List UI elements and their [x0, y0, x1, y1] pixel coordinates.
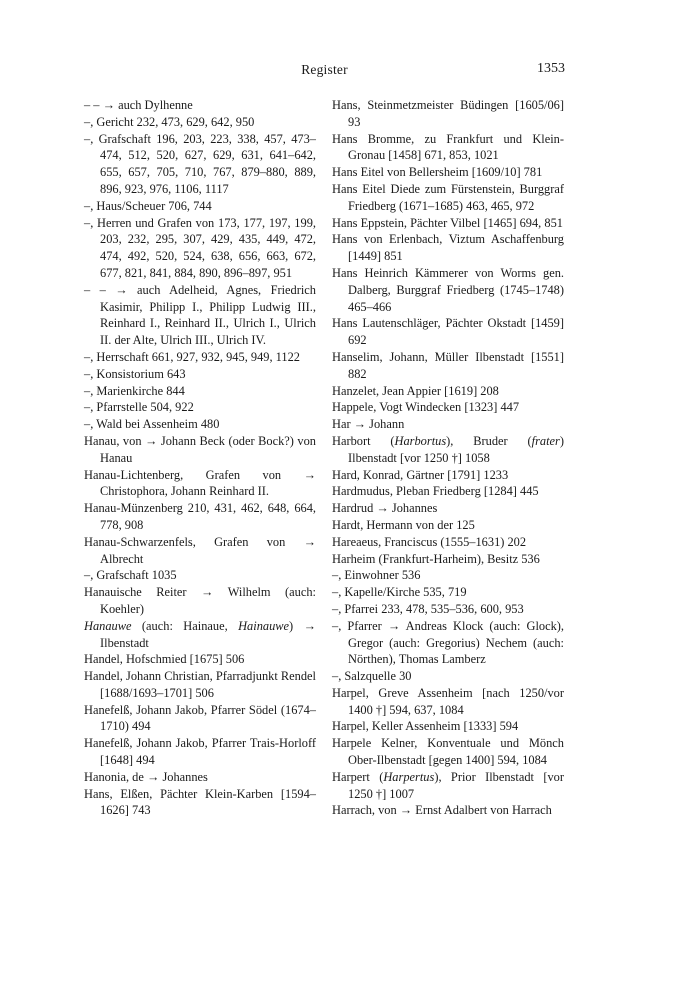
- index-entry: Harheim (Frankfurt-Harheim), Besitz 536: [332, 551, 540, 566]
- index-entry: Hanefelß, Johann Jakob, Pfarrer Södel (1674–1710) 494: [84, 702, 316, 734]
- index-entry: Hans, Steinmetzmeister Büdingen [1605/06] 93: [332, 98, 564, 129]
- index-entry: Harpert (Harpertus), Prior Ilbenstadt [vor 1250 †] 1007: [332, 769, 564, 801]
- index-entry: Harpele Kelner, Konventuale und Mönch Ober-Ilbenstadt [gegen 1400] 594, 1084: [332, 736, 564, 768]
- index-entry: Hans Eppstein, Pächter Vilbel [1465] 694, 851: [332, 215, 563, 230]
- index-entry: Hans Heinrich Kämmerer von Worms gen. Dalberg, Burggraf Friedberg (1745–1748) 465–466: [332, 265, 564, 314]
- index-entry: Harpel, Keller Assenheim [1333] 594: [332, 719, 519, 734]
- index-entry: Hanefelß, Johann Jakob, Pfarrer Trais-Horloff [1648] 494: [84, 736, 316, 768]
- index-entry: –, Kapelle/Kirche 535, 719: [332, 585, 467, 600]
- index-entry: – – → auch Dylhenne: [84, 98, 193, 112]
- index-entry: –, Wald bei Assenheim 480: [84, 417, 220, 432]
- index-entry: Hans von Erlenbach, Viztum Aschaffenburg [1449] 851: [332, 232, 564, 264]
- index-entry: Hanau, von → Johann Beck (oder Bock?) von Hanau: [84, 433, 316, 465]
- index-entry: –, Einwohner 536: [332, 568, 421, 583]
- index-entry: –, Herrschaft 661, 927, 932, 945, 949, 1122: [84, 349, 301, 364]
- index-entry: Hanau-Münzenberg 210, 431, 462, 648, 664, 778, 908: [84, 501, 316, 532]
- index-entry: Handel, Johann Christian, Pfarradjunkt Rendel [1688/1693–1701] 506: [84, 669, 316, 700]
- index-column-left: [84, 97, 316, 819]
- index-entry: Harbort (Harbortus), Bruder (frater) Ilbenstadt [vor 1250 †] 1058: [332, 433, 564, 465]
- index-entry: Hard, Konrad, Gärtner [1791] 1233: [332, 467, 509, 482]
- index-entry: Hans Bromme, zu Frankfurt und Klein-Gronau [1458] 671, 853, 1021: [332, 131, 564, 163]
- index-entry: –, Salzquelle 30: [332, 669, 412, 684]
- index-entry: –, Pfarrei 233, 478, 535–536, 600, 953: [332, 601, 524, 616]
- index-entry: –, Grafschaft 196, 203, 223, 338, 457, 473–474, 512, 520, 627, 629, 631, 641–642, 655, 657, 705, 710, 767, 879–880, 889, 896, 923, 976, 1106, 1117: [84, 131, 316, 196]
- index-entry: – – → auch Adelheid, Agnes, Friedrich Kasimir, Philipp I., Philipp Ludwig III., Reinhard I., Reinhard II., Ulrich I., Ulrich II. der Alte, Ulrich III., Ulrich IV.: [84, 282, 316, 348]
- index-entry: Happele, Vogt Windecken [1323] 447: [332, 400, 520, 415]
- page-number: 1353: [537, 61, 565, 76]
- index-entry: Hanauwe (auch: Hainaue, Hainauwe) → Ilbenstadt: [84, 618, 316, 650]
- index-column-right: [332, 97, 564, 819]
- index-entry: –, Herren und Grafen von 173, 177, 197, 199, 203, 232, 295, 307, 429, 435, 449, 472, 474, 492, 520, 524, 638, 656, 663, 672, 677, 821, 841, 884, 890, 896–897, 951: [84, 215, 316, 280]
- index-entry: Hanau-Schwarzenfels, Grafen von → Albrecht: [84, 534, 316, 566]
- index-entry: Handel, Hofschmied [1675] 506: [84, 652, 245, 667]
- index-entry: Hanzelet, Jean Appier [1619] 208: [332, 383, 499, 398]
- index-entry: Hardt, Hermann von der 125: [332, 517, 475, 532]
- index-entry: –, Haus/Scheuer 706, 744: [84, 198, 212, 213]
- index-entry: Hardmudus, Pleban Friedberg [1284] 445: [332, 484, 539, 499]
- index-entry: Hans Lautenschläger, Pächter Okstadt [1459] 692: [332, 316, 564, 348]
- index-entry: –, Grafschaft 1035: [84, 568, 177, 583]
- index-entry: –, Konsistorium 643: [84, 366, 186, 381]
- index-entry: Hanau-Lichtenberg, Grafen von → Christophora, Johann Reinhard II.: [84, 467, 316, 499]
- index-entry: Hareaeus, Franciscus (1555–1631) 202: [332, 534, 527, 549]
- index-entry: Hardrud → Johannes: [332, 501, 438, 516]
- index-entry: Har → Johann: [332, 417, 405, 432]
- index-entry: Hans Eitel Diede zum Fürstenstein, Burggraf Friedberg (1671–1685) 463, 465, 972: [332, 181, 564, 213]
- index-entry: Harrach, von → Ernst Adalbert von Harrach: [332, 803, 552, 818]
- index-entry: Hans Eitel von Bellersheim [1609/10] 781: [332, 165, 543, 180]
- index-entry: Hanonia, de → Johannes: [84, 769, 208, 784]
- index-entry: –, Marienkirche 844: [84, 383, 185, 398]
- index-entry: Hanauische Reiter → Wilhelm (auch: Koehler): [84, 585, 316, 616]
- index-entry: –, Pfarrer → Andreas Klock (auch: Glock), Gregor (auch: Gregorius) Nechem (auch: Nörthen), Thomas Lamberz: [332, 618, 564, 667]
- index-entry: –, Pfarrstelle 504, 922: [84, 400, 194, 415]
- index-entry: Harpel, Greve Assenheim [nach 1250/vor 1400 †] 594, 637, 1084: [332, 685, 564, 717]
- index-entry: –, Gericht 232, 473, 629, 642, 950: [84, 114, 255, 129]
- running-header: [84, 62, 565, 82]
- running-head-title: Register: [301, 62, 348, 77]
- index-entry: Hanselim, Johann, Müller Ilbenstadt [1551] 882: [332, 349, 564, 381]
- index-entry: Hans, Elßen, Pächter Klein-Karben [1594–1626] 743: [84, 786, 316, 818]
